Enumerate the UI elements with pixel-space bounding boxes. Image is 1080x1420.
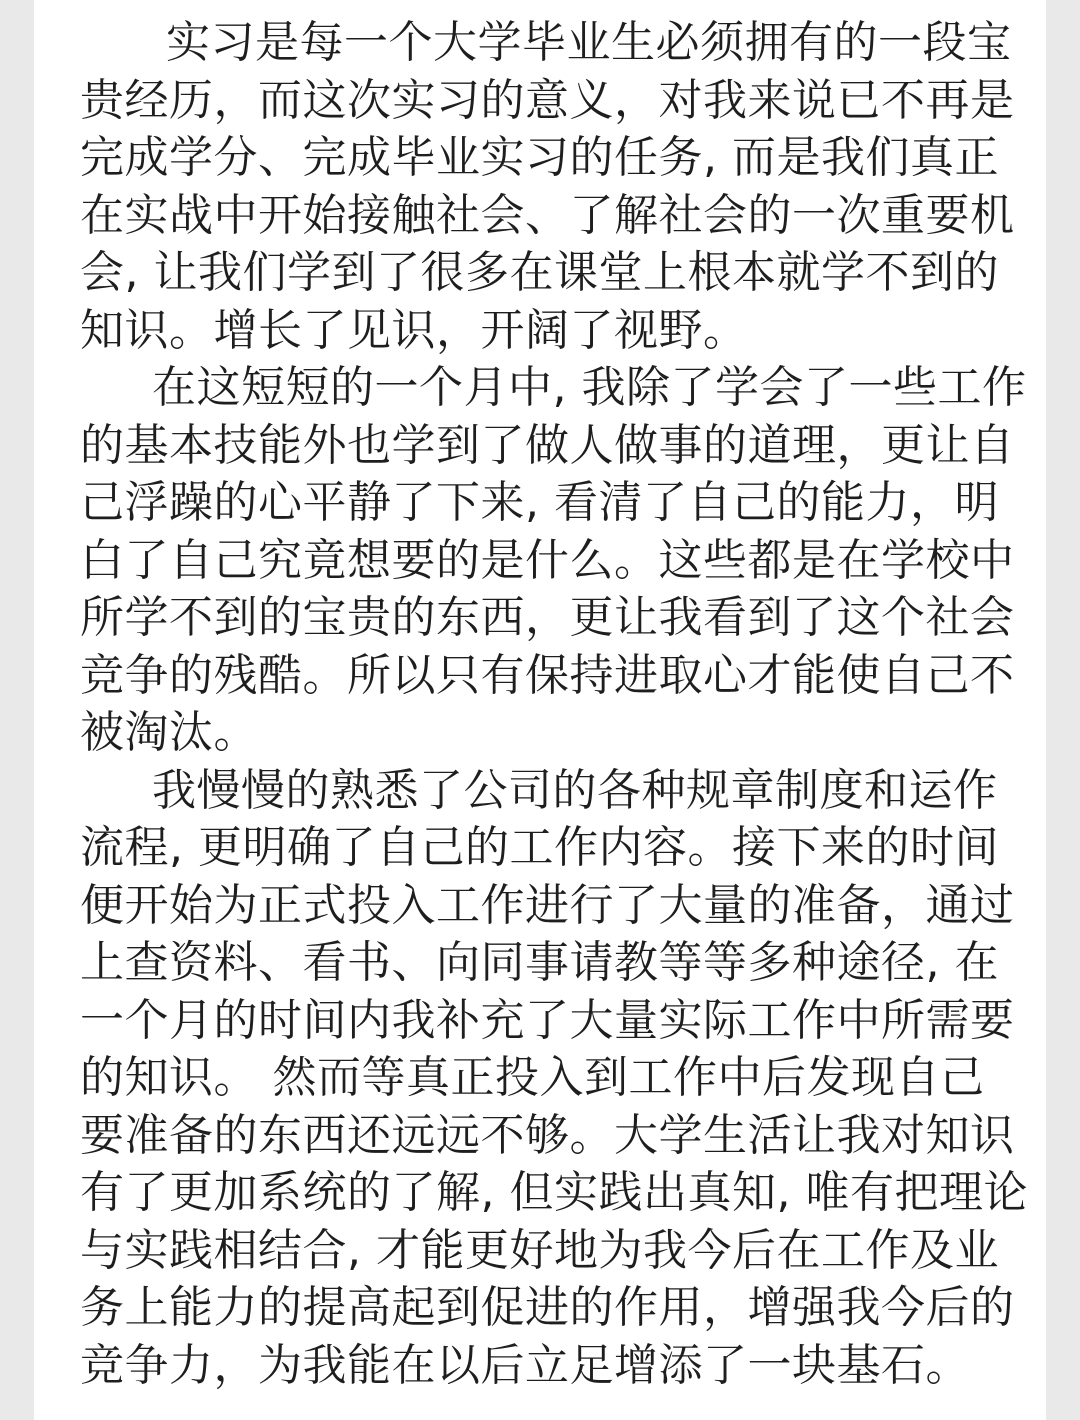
text-line: 的知识。 然而等真正投入到工作中后发现自己 [80, 1052, 985, 1103]
text-line: 要准备的东西还远远不够。大学生活让我对知识 [80, 1109, 1015, 1161]
text-line: 所学不到的宝贵的东西，更让我看到了这个社会 [80, 592, 1015, 643]
text-line: 上查资料、看书、向同事请教等等多种途径, 在 [80, 937, 999, 988]
text-line: 在实战中开始接触社会、了解社会的一次重要机 [80, 189, 1015, 241]
text-line: 在这短短的一个月中, 我除了学会了一些工作 [152, 362, 1027, 413]
text-line: 完成学分、完成毕业实习的任务, 而是我们真正 [80, 132, 999, 183]
text-line: 便开始为正式投入工作进行了大量的准备，通过 [80, 879, 1015, 931]
text-line: 务上能力的提高起到促进的作用，增强我今后的 [80, 1282, 1015, 1333]
text-line: 实习是每一个大学毕业生必须拥有的一段宝 [166, 17, 1012, 68]
text-line: 贵经历，而这次实习的意义，对我来说已不再是 [80, 74, 1015, 126]
text-line: 己浮躁的心平静了下来, 看清了自己的能力，明 [80, 477, 999, 528]
text-line: 白了自己究竟想要的是什么。这些都是在学校中 [80, 534, 1015, 586]
text-line: 被淘汰。 [80, 707, 258, 758]
text-line: 知识。增长了见识，开阔了视野。 [80, 304, 748, 356]
text-line: 一个月的时间内我补充了大量实际工作中所需要 [80, 994, 1015, 1046]
text-line: 有了更加系统的了解, 但实践出真知, 唯有把理论 [80, 1167, 1028, 1218]
text-line: 竞争的残酷。所以只有保持进取心才能使自己不 [80, 649, 1015, 701]
text-line: 的基本技能外也学到了做人做事的道理，更让自 [80, 419, 1015, 471]
text-line: 流程, 更明确了自己的工作内容。接下来的时间 [80, 822, 999, 873]
text-line: 我慢慢的熟悉了公司的各种规章制度和运作 [152, 764, 998, 816]
text-line: 会, 让我们学到了很多在课堂上根本就学不到的 [80, 247, 999, 298]
document-page [34, 0, 1046, 1420]
text-line: 竞争力，为我能在以后立足增添了一块基石。 [80, 1339, 970, 1391]
text-line: 与实践相结合, 才能更好地为我今后在工作及业 [80, 1224, 999, 1276]
document-text [80, 14, 1028, 1394]
